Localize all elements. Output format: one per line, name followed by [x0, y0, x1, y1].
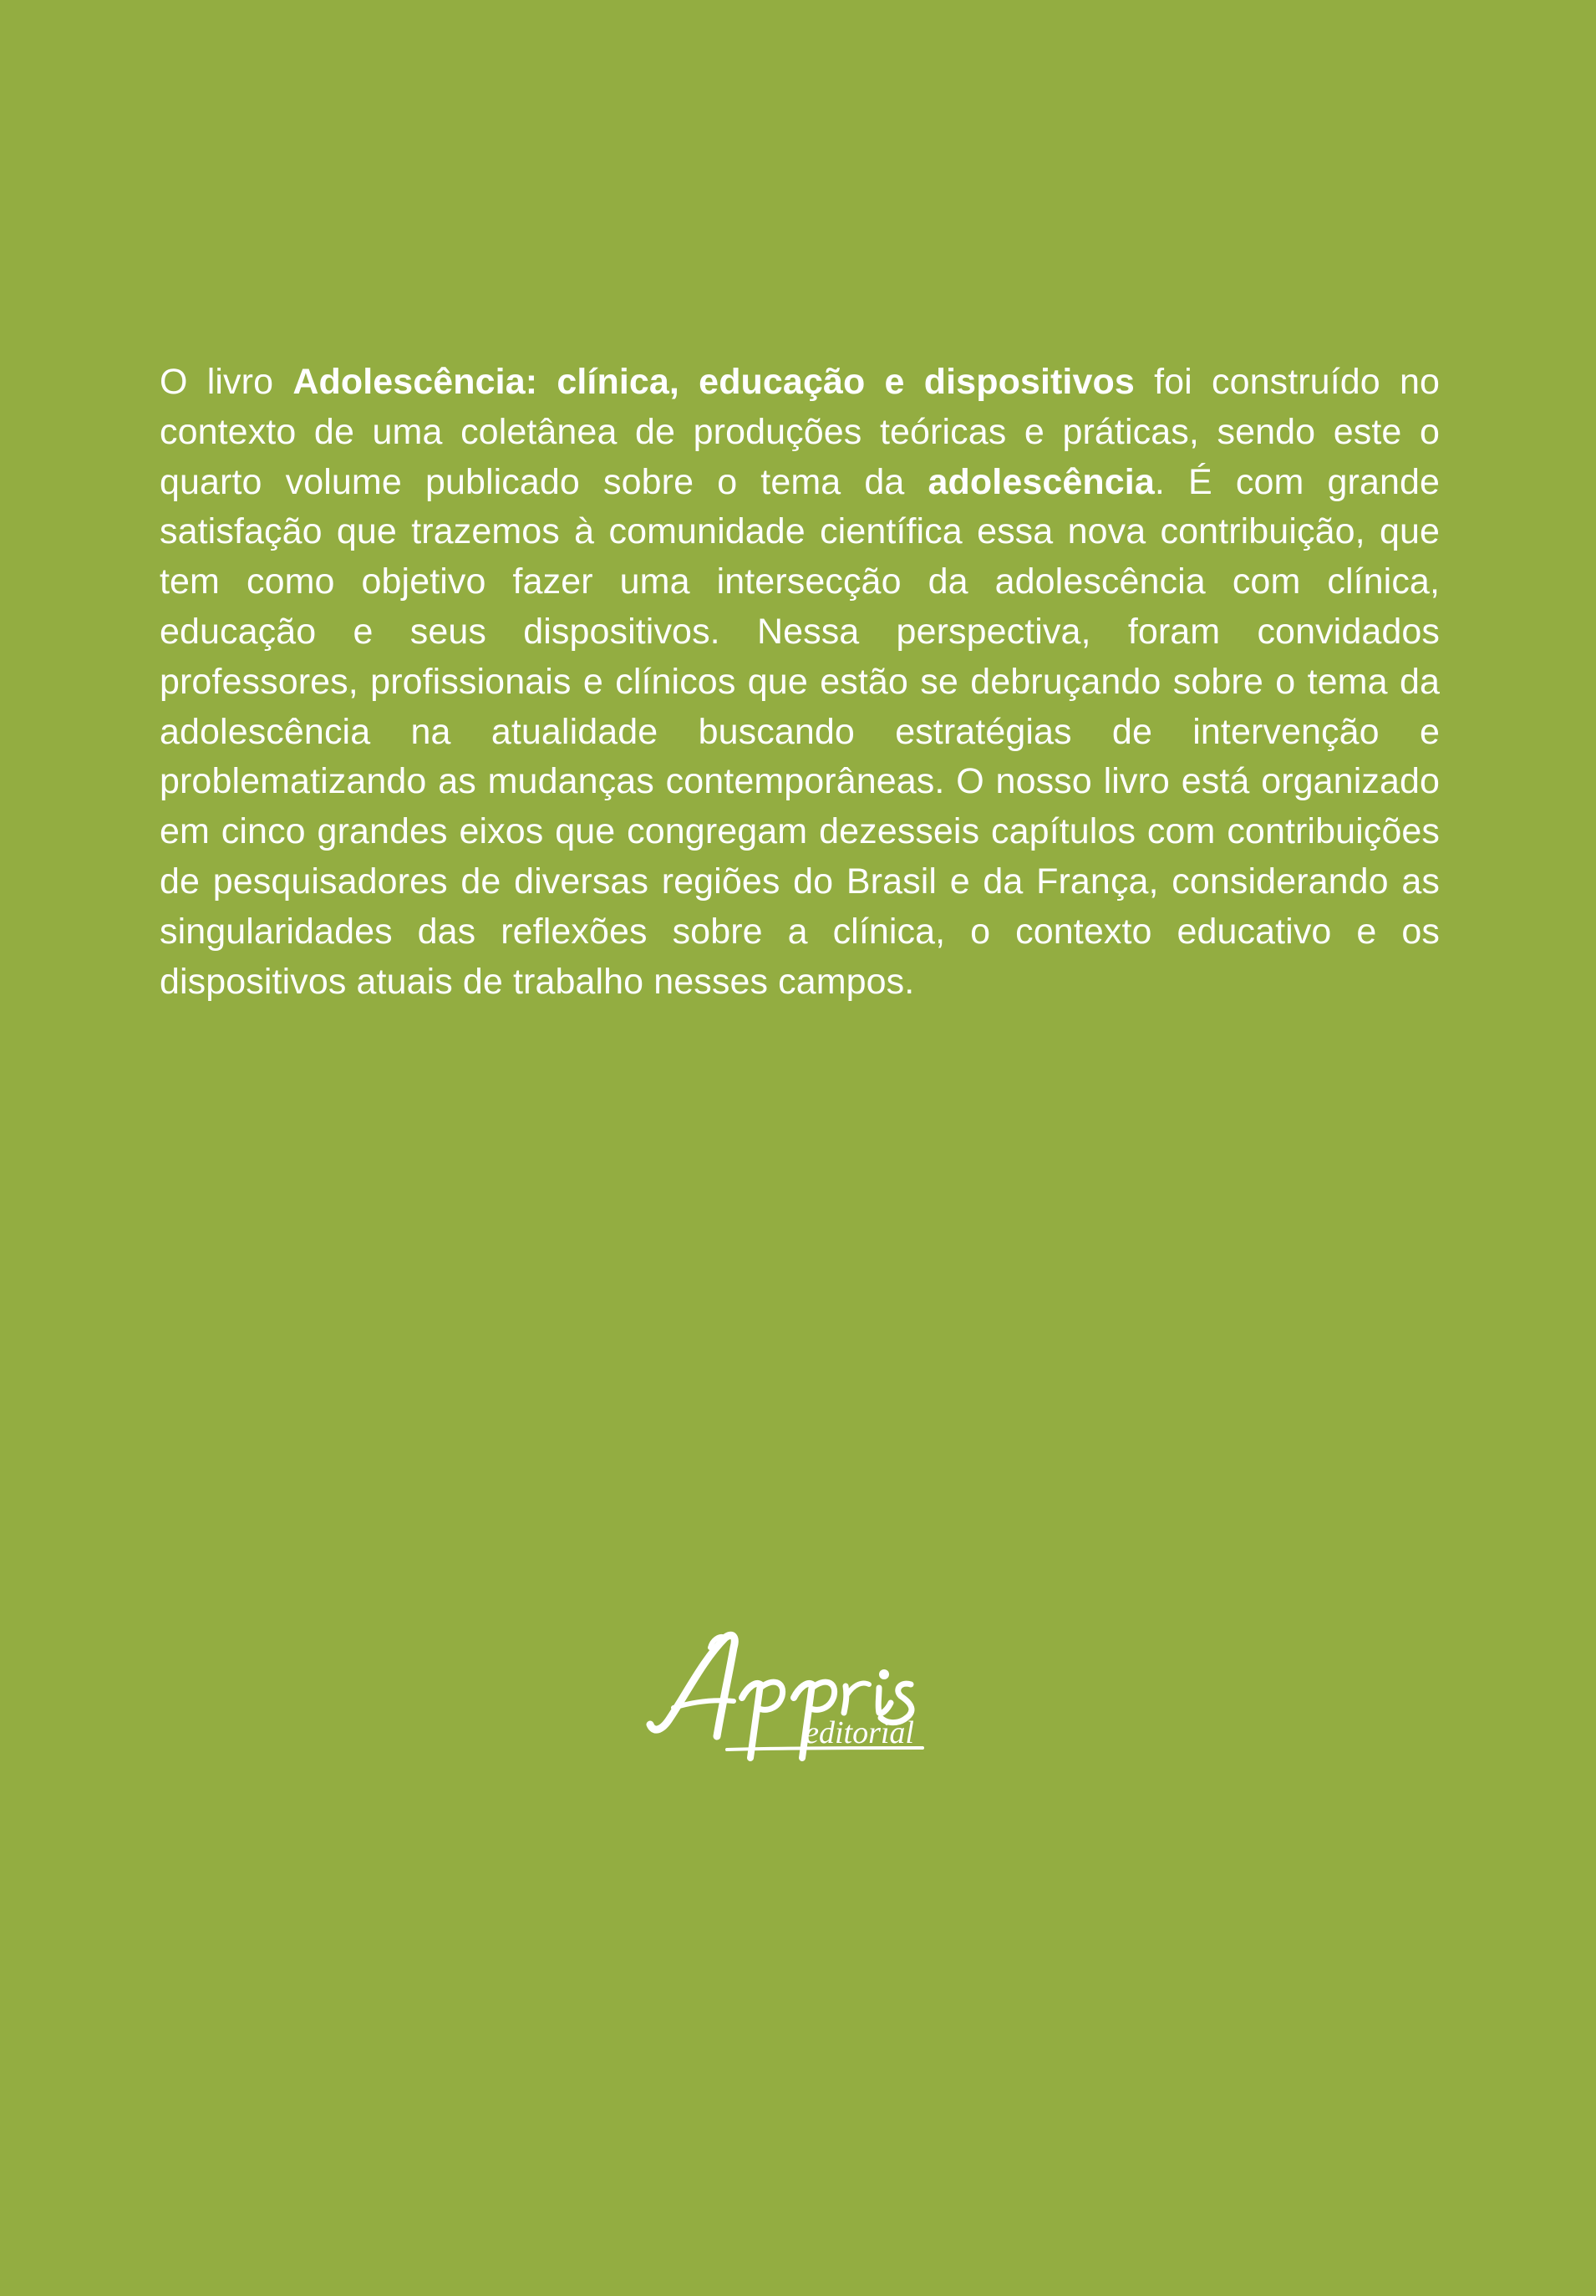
appris-logo-icon	[645, 1626, 938, 1768]
blurb-text-part-2: foi construído no contexto de uma coletânea de produções teóricas e práticas, sendo este o quarto volume publicado sobre o tema da	[160, 362, 1441, 502]
publisher-subtitle: editorial	[805, 1715, 914, 1750]
blurb-text-part-3: . É com grande satisfação que trazemos à comunidade científica essa nova contribuição, que tem como objetivo fazer uma intersecção da adolescência com clínica, educação e seus dispositivos. Nessa perspectiva, foram convidados professores, profissionais e clínicos que estão se debruçando sobre o tema da adolescência na atualidade buscando estratégias de intervenção e problematizando as mudanças contemporâneas. O nosso livro está organizado em cinco grandes eixos que congregam dezesseis capítulos com contribuições de pesquisadores de diversas regiões do Brasil e da França, considerando as singularidades das reflexões sobre a clínica, o contexto educativo e os dispositivos atuais de trabalho nesses campos.	[160, 461, 1440, 1002]
logo-i-dot	[879, 1669, 889, 1679]
appris-editorial-logo	[645, 1626, 938, 1768]
blurb-intro: O livro	[160, 362, 293, 402]
topic-keyword: adolescência	[928, 461, 1155, 502]
book-description	[160, 358, 1440, 1007]
book-title: Adolescência: clínica, educação e dispositivos	[292, 362, 1135, 402]
